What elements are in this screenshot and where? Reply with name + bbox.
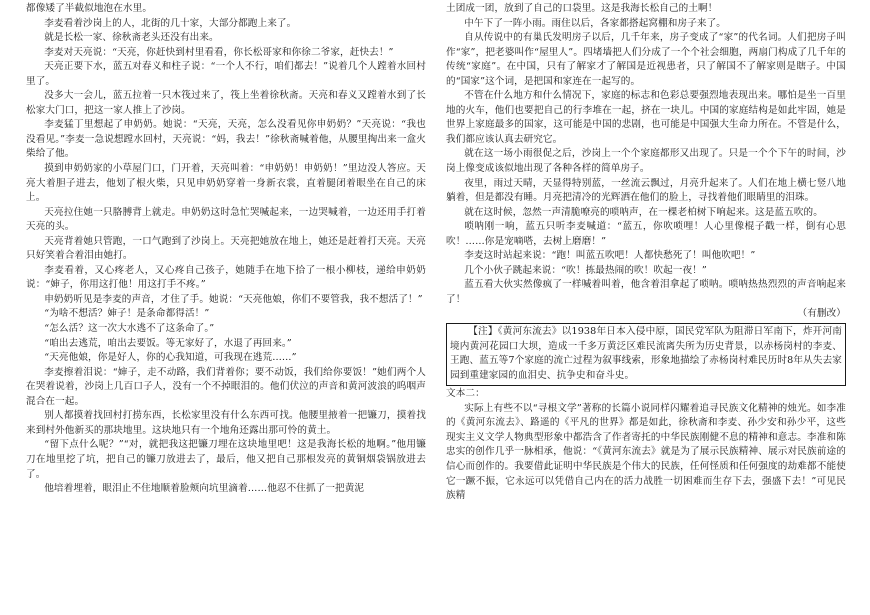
right-column (446, 2, 846, 504)
paragraph: “天亮他娘，你是好人，你的心我知道，可我现在逃荒……” (44, 352, 297, 364)
paragraph: 天亮正要下水，蓝五对春义和柱子说：“一个人不行，咱们都去！”说着几个人蹚着水回村里了。 (26, 61, 426, 87)
paragraph: “咱出去逃荒，咱出去要饭。等无家好了，水退了再回来。” (44, 337, 292, 349)
paragraph: 李麦看着，又心疼老人，又心疼自己孩子，她随手在地下拾了一根小柳枝，递给申奶奶说：“婶子，你用这打他！用这打手不疼。” (26, 264, 426, 291)
paragraph: 李麦对天亮说：“天亮，你赶快到村里看看，你长松哥家和你徐二爷家，赶快去！” (44, 46, 394, 58)
paragraph: 就在这一场小雨很促之后，沙岗上一个个家庭都形又出现了。只是一个个下午的时间，沙岗上像变成该似地出现了各种各样的简单房子。 (446, 148, 846, 175)
paragraph: “留下点什么呢？”“对，就把我这把镰刀埋在这块地里吧！这是我海长松的地啊。”他用镰刀在地里挖了坑，把自己的镰刀放进去了，最后，他又把自己那根发亮的黄铜烟袋锅放进去了。 (26, 439, 426, 480)
paragraph: 实际上有些不以“寻根文学”著称的长篇小说同样闪耀着追寻民族文化精神的烛光。如李准的《黄河东流去》、路遥的《平凡的世界》都是如此，徐秋斋和李麦、孙少安和孙少平，这些现实主义文学人物典型形象中都浩含了作者寄托的中华民族刚健不息的精神和意志。李准和陈忠实的创作几乎一脉相承，他说：“《黄河东流去》就是为了展示民族精神、展示对民族前途的信心而创作的。我要借此证明中华民族是个伟大的民族，任何怪质和任何强度的劫难都不能使它一蹶不振，它永远可以凭借自己内在的活力战胜一切困难而生存下去，强盛下去！”可见民族精 (446, 402, 846, 502)
paragraph: 夜里，雨过天晴，天显得特别蓝，一丝流云飘过，月亮升起来了。人们在地上横七竖八地躺着，但是都没有睡。月亮把清冷的光辉洒在他们的脸上，寻找着他们眼睛里的泪珠。 (446, 177, 846, 204)
paragraph: 文本二： (446, 388, 485, 400)
paragraph: 没多大一会儿，蓝五拉着一只木筏过来了，筏上坐着徐秋斋。天亮和春义又蹚着水到了长松家大门口，把这一家人推上了沙岗。 (26, 90, 426, 116)
paragraph: 申奶奶听见是李麦的声音，才住了手。她说：“天亮他娘，你们不要管我，我不想活了！” (44, 293, 423, 305)
paragraph: 就在这时候，忽然一声清脆嘹亮的唢呐声，在一棵老柏树下响起来。这是蓝五吹的。 (464, 206, 823, 218)
paragraph: 李麦看着沙岗上的人，北街的几十家，大部分都跑上来了。 (44, 17, 297, 29)
paragraph: 天亮背着她只管跑，一口气跑到了沙岗上。天亮把她放在地上，她还是赶着打天亮。天亮只好笑着合着泪由她打。 (26, 235, 426, 262)
paragraph: 唢呐刚一响，蓝五只听李麦喊道：“蓝五，你吹唢哩！人心里像棍子戳一样，倒有心思吹！……你是宠嘀嗒，去树上磨磨！” (446, 221, 846, 247)
source-note: （有删改） (797, 308, 846, 320)
paragraph: 蓝五看大伙实然像疯了一样喊着叫着，他含着泪拿起了唢呐。唢呐热热烈烈的声音响起来了！ (446, 279, 846, 305)
paragraph: 天亮拉住她一只胳膊背上就走。申奶奶这时急忙哭喊起来，一边哭喊着，一边还用手打着天亮的头。 (26, 206, 426, 233)
paragraph: 自从传说中的有巢氏发明房子以后，几千年来，房子变成了“家”的代名词。人们把房子叫作“家”，把老婆叫作“屋里人”。四堵墙把人们分成了一个个社会细胞，两扇门构成了几千年的传统“家庭”。在中国，只有了解家才了解国是近视患者，只了解国不了解家则是瞎子。中国的“国家”这个词，是把国和家连在一起写的。 (446, 32, 846, 87)
paragraph: 摸到申奶奶家的小草屋门口，门开着，天亮叫着：“申奶奶！申奶奶！”里边没人答应。天亮大着胆子进去，他划了根火柴，只见申奶奶穿着一身新衣裳，直着腿闭着眼坐在自己的床上。 (26, 163, 426, 204)
left-column (26, 2, 426, 497)
paragraph: 几个小伙子跳起来说：“吹！拣最热闹的吹！吹起一夜！” (464, 264, 707, 276)
paragraph: 中午下了一阵小雨。雨住以后，各家都搭起窝棚和房子来了。 (464, 17, 726, 29)
right-column-text-two (446, 387, 846, 503)
paragraph: 不管在什么地方和什么情况下，家庭的标志和色彩总要强烈地表现出来。哪怕是坐一百里地的火车，他们也要把自己的行李堆在一起，挤在一块儿。中国的家庭结构是如此牢固，她是世界上家庭最多的国家，这可能是中国的悲剧，也可能是中国强大生命力所在。不管是什么，我们都应该认真去研究它。 (446, 90, 846, 145)
paragraph: “为啥不想活？婶子！是条命都得活！” (44, 308, 210, 320)
paragraph: 他培着埋着，眼泪止不住地顺着脸颊向坑里滴着……他忍不住抓了一把黄泥 (44, 483, 365, 495)
right-column-story (446, 2, 846, 307)
annotation-box (446, 323, 846, 386)
paragraph: 【注】《黄河东流去》以1938年日本入侵中原，国民党军队为阻滞日军南下，炸开河南境内黄河花园口大坝，造成一千多万黄泛区难民流离失所为历史背景，以赤杨岗村的李麦、王跑、蓝五等7个家庭的流亡过程为叙事线索，形象地描绘了赤杨岗村难民历时8年从失去家园到重建家园的血泪史、抗争史和奋斗史。 (450, 326, 842, 381)
paragraph: 土团成一团，放到了自己的口袋里。这是我海长松自己的土啊！ (446, 3, 718, 14)
paragraph: “怎么活？这一次大水逃不了这条命了。” (44, 323, 215, 335)
paragraph: 李麦猛丁里想起了申奶奶。她说：“天亮，天亮，怎么没看见你申奶奶？”天亮说：“我也没看见。”李麦一急说想蹚水回村，天亮说：“妈，我去！”徐秋斋喊着他，从腰里掏出来一盒火柴给了他。 (26, 119, 426, 160)
paragraph: 李麦这时站起来说：“跑！叫蓝五吹吧！人都快愁死了！叫他吹吧！” (464, 250, 756, 262)
paragraph: 就是长松一家、徐秋斋老头还没有出来。 (44, 32, 219, 44)
paragraph: 都像矮了半截似地泡在水里。 (26, 3, 153, 14)
paragraph: 别人都摸着找回村打捞东西，长松家里没有什么东西可找。他腰里掖着一把镰刀，摸着找来到村外他新买的那块地里。这块地只有一个地角还露出那可怜的黄土。 (26, 410, 426, 436)
paragraph: 李麦擦着泪说：“婶子，走不动路，我们背着你；要不动饭，我们给你要饭！”她们两个人在哭着说着，沙岗上几百口子人，没有一个不掉眼泪的。他们伏泣的声音和黄河波浪的呜咽声混合在一起。 (26, 366, 426, 407)
